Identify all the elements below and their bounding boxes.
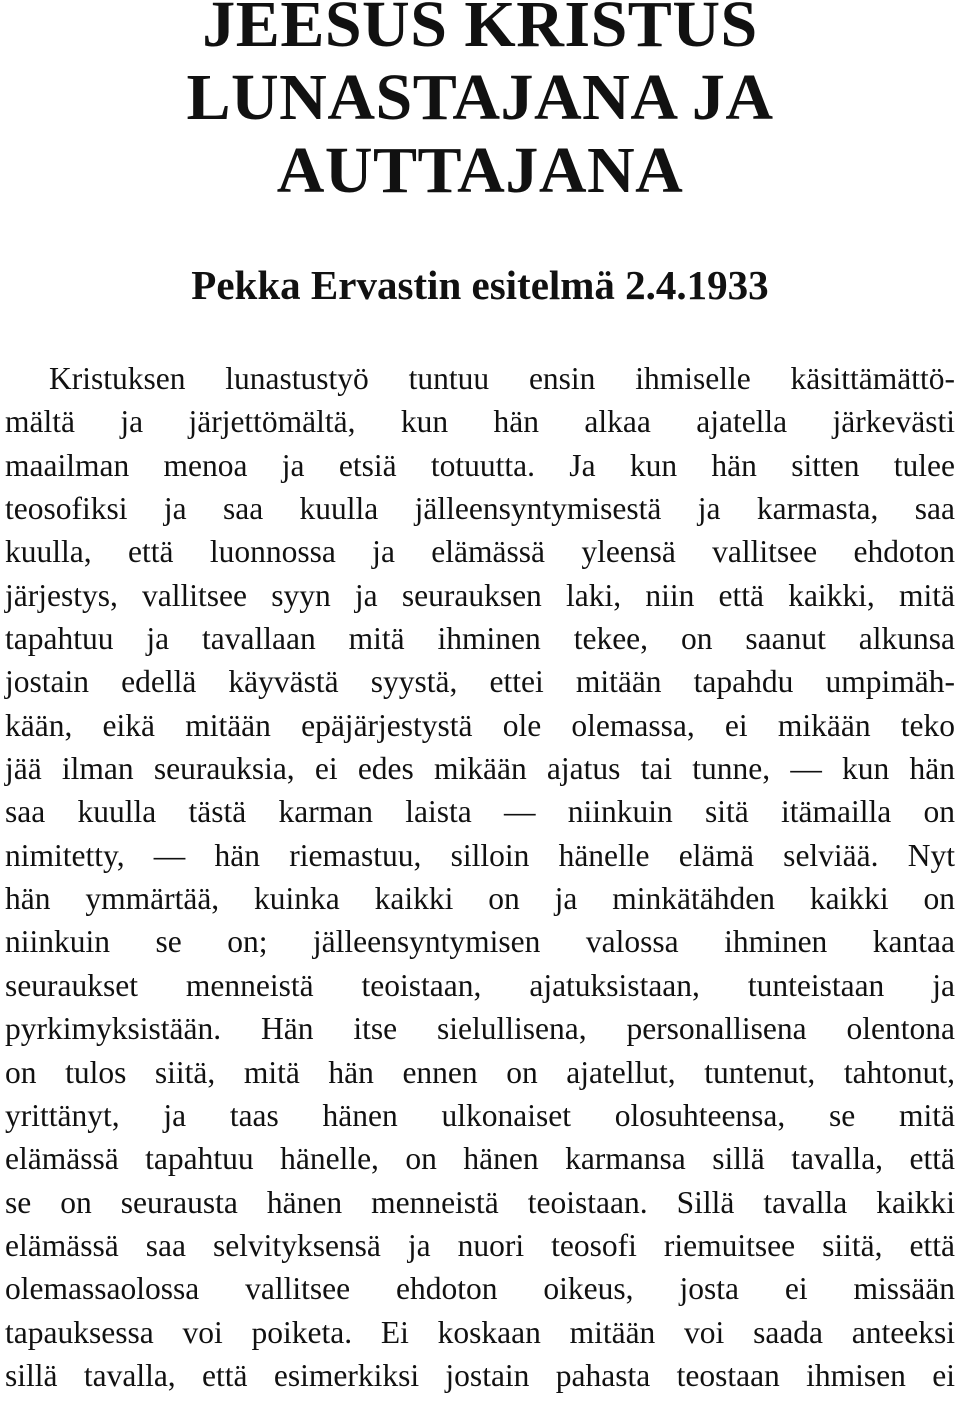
title-line-3: AUTTAJANA (276, 134, 684, 207)
body-line: jostain edellä käyvästä syystä, ettei mitään tapahdu umpimäh- (5, 664, 955, 700)
body-line: olemassaolossa vallitsee ehdoton oikeus, josta ei missään (5, 1271, 955, 1307)
body-line: seuraukset menneistä teoistaan, ajatuksistaan, tunteistaan ja (5, 967, 955, 1003)
body-line: jää ilman seurauksia, ei edes mikään ajatus tai tunne, — kun hän (5, 751, 955, 787)
body-line: niinkuin se on; jälleensyntymisen valossa ihminen kantaa (5, 924, 955, 960)
body-line: pyrkimyksistään. Hän itse sielullisena, personallisena olentona (5, 1011, 955, 1047)
body-line: maailman menoa ja etsiä totuutta. Ja kun hän sitten tulee (5, 447, 955, 483)
body-line: tapauksessa voi poiketa. Ei koskaan mitään voi saada anteeksi (5, 1314, 955, 1350)
body-paragraph (5, 357, 955, 1397)
body-line: mältä ja järjettömältä, kun hän alkaa ajatella järkevästi (5, 404, 955, 440)
body-line: elämässä saa selvityksensä ja nuori teosofi riemuitsee siitä, että (5, 1227, 955, 1263)
title-line-2: LUNASTAJANA JA (186, 61, 774, 134)
document-subtitle: Pekka Ervastin esitelmä 2.4.1933 (191, 262, 769, 308)
body-line: tapahtuu ja tavallaan mitä ihminen tekee, on saanut alkunsa (5, 621, 955, 657)
body-line: kuulla, että luonnossa ja elämässä yleensä vallitsee ehdoton (5, 534, 955, 570)
body-line: sillä tavalla, että esimerkiksi jostain pahasta teostaan ihmisen ei (5, 1357, 955, 1393)
body-line: teosofiksi ja saa kuulla jälleensyntymisestä ja karmasta, saa (5, 491, 955, 527)
body-line: elämässä tapahtuu hänelle, on hänen karmansa sillä tavalla, että (5, 1141, 955, 1177)
body-line: Kristuksen lunastustyö tuntuu ensin ihmiselle käsittämättö- (49, 361, 955, 396)
body-line: kään, eikä mitään epäjärjestystä ole olemassa, ei mikään teko (5, 707, 955, 743)
body-line: saa kuulla tästä karman laista — niinkuin sitä itämailla on (5, 794, 955, 830)
body-line: se on seurausta hänen menneistä teoistaan. Sillä tavalla kaikki (5, 1184, 955, 1220)
body-line: hän ymmärtää, kuinka kaikki on ja minkätähden kaikki on (5, 881, 955, 917)
body-line: nimitetty, — hän riemastuu, silloin hänelle elämä selviää. Nyt (5, 837, 955, 873)
body-line: järjestys, vallitsee syyn ja seurauksen laki, niin että kaikki, mitä (5, 577, 955, 613)
body-line: on tulos siitä, mitä hän ennen on ajatellut, tuntenut, tahtonut, (5, 1054, 955, 1090)
title-line-1: JEESUS KRISTUS (202, 0, 758, 61)
document-title (0, 0, 960, 207)
body-line: yrittänyt, ja taas hänen ulkonaiset olosuhteensa, se mitä (5, 1097, 955, 1133)
